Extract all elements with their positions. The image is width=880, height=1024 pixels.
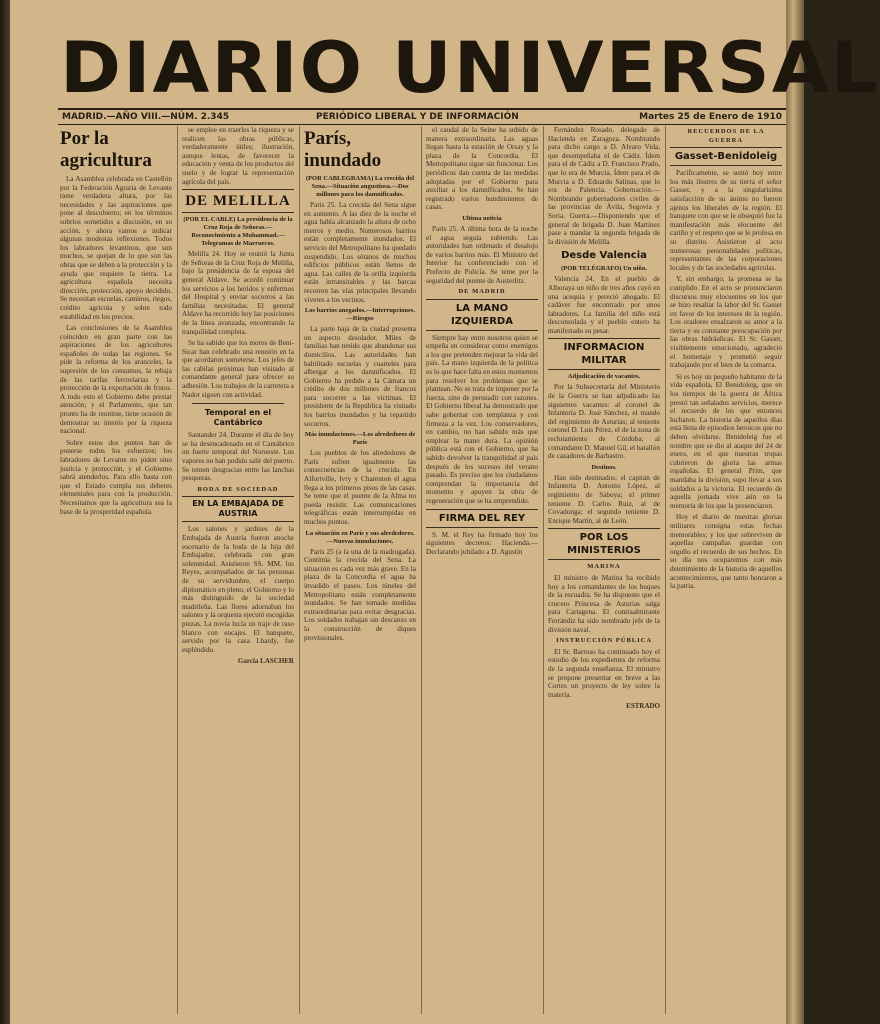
column-rule — [299, 126, 300, 1014]
article-kicker: INSTRUCCIÓN PÚBLICA — [555, 637, 653, 645]
section-austria-embassy: EN LA EMBAJADA DE AUSTRIA — [182, 496, 294, 522]
column-6 — [670, 126, 782, 1016]
article-signature: Garcia LASCHER — [237, 657, 294, 666]
column-4 — [426, 126, 538, 1016]
article-text: El Sr. Barroso ha continuado hoy el estudio de los expedientes de reforma de la segunda enseñanza. El ministro se propone presentar en breve a las Cortes un proyecto de ley sobre la materia. — [548, 647, 660, 699]
section-left-hand: LA MANO IZQUIERDA — [426, 299, 538, 331]
article-text: Siempre hay entre nosotros quien se empeña en considerar como enemigos a los que pretenden mejorar la vida del país. La mano izquierda de la política es lo que hace falta en estos momentos para resolver los problemas que se plantean. No se trata de imponer por la fuerza, sino de persuadir con razones. El Gobierno liberal ha demostrado que sabe gobernar con templanza y con firmeza a la vez. Los conservadores, en cambio, no han sabido más que emplear la mano dura. La opinión pública está con el Gobierno, que ha sabido devolver la tranquilidad al país después de los sucesos del verano pasado. Es preciso que los ciudadanos comprendan la importancia del momento y apoyen la obra de regeneración que se ha emprendido. — [426, 333, 538, 505]
column-3 — [304, 126, 416, 1016]
page-binding-edge — [786, 0, 804, 1024]
article-subheading: Destinos. — [591, 463, 617, 471]
article-text: el caudal de la Seine ha subido de manera extraordinaria. Las aguas llegan hasta la estación de Orsay y la plaza de la Concordia. El Metropolitano sigue sin funcionar. Los periódicos dan cuenta de las medidas adoptadas por el Gobierno para auxiliar a los damnificados. Se han registrado varios hundimientos de casas. — [426, 126, 538, 212]
article-text: Han sido destinados: el capitán de Infantería D. Antonio López, al regimiento de Saboya; el primer teniente D. Carlos Ruiz, al de Covadonga; el segundo teniente D. Enrique Martín, al de León. — [548, 473, 660, 525]
article-text: París 25 (a la una de la madrugada). Continúa la crecida del Sena. La situación es cada vez más grave. En la plaza de la Concordia el agua ha invadido el paseo. Los túneles del Metropolitano están completamente inundados. Se han tomado medidas extraordinarias para evitar desgracias. Los soldados trabajan sin descanso en la construcción de diques provisionales. — [304, 547, 416, 642]
page-left-edge — [0, 0, 10, 1024]
article-subheading: Más inundaciones.—Los alrededores de París — [304, 431, 416, 447]
article-kicker: MARINA — [587, 563, 621, 571]
article-subheading: (POR TELÉGRAFO) Un niño. — [561, 265, 647, 273]
article-text: Las conclusiones de la Asamblea coinciden en gran parte con las aspiraciones de los agricultores españoles de todas las regiones. Se pide la reforma de los aranceles, la supresión de los consumos, la rebaja de las tarifas ferroviarias y la protección de la exportación de frutos. A todo esto el Gobierno debe prestar atención; y el Parlamento, que tan pronto ha de reunirse, tiene ocasión de demostrar su interés por la riqueza nacional. — [60, 324, 172, 436]
section-storm: Temporal en el Cantábrico — [204, 408, 272, 428]
section-military-info: INFORMACION MILITAR — [548, 338, 660, 370]
article-text: S. M. el Rey ha firmado hoy los siguientes decretos: Hacienda.—Declarando jubilado a D. Agustín — [426, 530, 538, 556]
article-kicker: RECUERDOS DE LA GUERRA — [687, 128, 765, 144]
section-melilla: DE MELILLA — [182, 189, 294, 213]
article-text: Pacíficamente, se sentó hoy entre los más ilustres de su tierra el señor Gasset, y a la singularísima satisfacción de su ánimo no fueron ajenos los liberales de la región. El banquete con que se le obsequió fue la manifestación más elocuente del cariño y el respeto que se le profesa en su distrito. Asistieron al acto numerosas personalidades políticas, representantes de las corporaciones locales y de las sociedades agrícolas. — [670, 169, 782, 272]
article-text: Fernández Rosado, delegado de Hacienda en Zaragoza. Nombrando para dicho cargo a D. Alvaro Vida, que desempeñaba el de Cádiz. Ídem para el de Cádiz a D. Francisco Prado, que lo era de Murcia. Ídem para el de Murcia a D. Eduardo Salinas, que lo era de Palencia. Gobernación.—Nombrando gobernadores civiles de las provincias de Ávila, Segovia y Soria. Guerra.—Disponiendo que el general de brigada D. Juan Martínez pase a mandar la segunda brigada de la división de Melilla. — [548, 126, 660, 246]
article-signature: ESTRADO — [626, 702, 660, 711]
article-text: Sobre estos dos puntos han de ponerse todos los esfuerzos; los labradores de Levante no piden sino justicia y protección, y el Gobierno sabrá atenderlos. Para ello basta con que el Estado cumpla sus deberes elementales para con la producción. Necesitamos que la agricultura sea la base de la prosperidad española. — [60, 438, 172, 516]
article-text: Se ha sabido que los moros de Beni-Sicar han celebrado una reunión en la que acordaron someterse. Los jefes de las cabilas próximas han visitado al comandante general para ofrecer su adhesión. Los trabajos de la carretera a Nador siguen con actividad. — [182, 339, 294, 399]
masthead: DIARIO UNIVERSAL — [60, 27, 880, 109]
column-5 — [548, 126, 660, 1016]
article-text: París 25. A última hora de la noche el agua seguía subiendo. Las autoridades han ordenado el desalojo de varios barrios más. El Ministro del Interior ha conferenciado con el Prefecto de Policía. Se teme por la seguridad del puente de Austerlitz. — [426, 224, 538, 285]
column-2 — [182, 126, 294, 1016]
column-rule — [177, 126, 178, 1014]
article-text: Por la Subsecretaría del Ministerio de la Guerra se han adjudicado las siguientes vacantes: al coronel de Infantería D. José Sánchez, el mando del regimiento de Asturias; al teniente coronel D. Luis Pérez, el de la zona de reclutamiento de Córdoba; al comandante D. Manuel Gil, el batallón de cazadores de Barbastro. — [548, 383, 660, 461]
article-subheading: Los barrios anegados.—Interrupciones.—Riesgos — [304, 307, 416, 323]
headline-paris-flood: París, inundado — [304, 128, 382, 171]
section-valencia: Desde Valencia — [561, 250, 647, 262]
article-text: París 25. La crecida del Sena sigue en aumento. A las diez de la noche el agua había alcanzado la altura de ocho metros y medio. Numerosos barrios están completamente inundados. El servicio del Metropolitano ha quedado suspendido. Los sótanos de muchos edificios públicos están llenos de agua. Las calles de la orilla izquierda están intransitables y las barcas recorren las vías principales llevando víveres a los vecinos. — [304, 201, 416, 304]
article-subheading: La situación en París y sus alrededores.—Nuevas inundaciones. — [305, 529, 415, 545]
article-subheading: (POR EL CABLE) La presidencia de la Cruz Roja de Señoras.—Reconocimiento a Muhammad.—Telegramas de Marruecos. — [183, 216, 293, 248]
article-text: Valencia 24. En el pueblo de Alboraya un niño de tres años cayó en una acequia y pereció ahogado. El cadáver fue encontrado por unos labradores. La familia del niño está desconsolada y el pueblo entero ha manifestado su pesar. — [548, 275, 660, 335]
headline-agriculture: Por la agricultura — [60, 128, 152, 171]
article-text: La Asamblea celebrada en Castellón por la Federación Agraria de Levante tiene verdadera altura, por las necesidades y las aspiraciones que pone al descubierto; en los términos sobrios sometidos a discusión, en su acción, y ahora vamos a indicar algunas modestas reflexiones. Todos los labradores levantinos, que son muchos, se quejan de lo que son las obras que se deben a la protección y la ayuda que requiere la tierra. La agricultura española necesita dirección, protección, apoyo decidido. Se necesitan escuelas, caminos, riegos, crédito agrícola y sobre todo estabilidad en los precios. — [60, 175, 172, 321]
article-text: se emplee en traerles la riqueza y se realicen las obras públicas, verdaderamente útiles; ilustración, aunque lentas, de favorecer la educación y venta de los productos del suelo y de lograr la representación agrícola del país. — [182, 126, 294, 186]
newspaper-tagline: PERIÓDICO LIBERAL Y DE INFORMACIÓN — [316, 112, 519, 122]
article-text: La parte baja de la ciudad presenta un aspecto desolador. Miles de familias han tenido que abandonar sus domicilios. Las autoridades han habilitado escuelas y cuarteles para albergar a los damnificados. El Gobierno ha pedido a la Cámara un crédito de dos millones de francos para socorrer a las víctimas. El presidente de la República ha visitado los barrios inundados y ha repartido socorros. — [304, 325, 416, 428]
article-text: Y, sin embargo, la promesa se ha cumplido. En el acto se pronunciaron discursos muy elocuentes en los que se hizo resaltar la labor del Sr. Gasset en favor de los intereses de la región. Los oradores ensalzaron su amor a la tierra y su constante preocupación por las obras hidráulicas. El Sr. Gasset, visiblemente emocionado, agradeció el homenaje y prometió seguir trabajando por el bien de la comarca. — [670, 275, 782, 370]
issue-number: MADRID.—AÑO VIII.—NÚM. 2.345 — [62, 112, 230, 122]
column-rule — [665, 126, 666, 1014]
article-text: Hoy el diario de nuestras glorias militares consigna estas fechas memorables; y los que sobreviven de aquellas campañas guardan con orgullo el recuerdo de sus hechos. En su día nos ocuparemos con más detenimiento de la historia de aquellos acontecimientos, que tanto honraron a la patria. — [670, 513, 782, 591]
article-text: Los pueblos de los alrededores de París sufren igualmente las consecuencias de la crecida. En Alfortville, Ivry y Charenton el agua llega a los primeros pisos de las casas. Se teme que el puente de la Alma no pueda resistir. Las comunicaciones telegráficas están interrumpidas en muchos puntos. — [304, 449, 416, 526]
column-rule — [421, 126, 422, 1014]
section-ministries: POR LOS MINISTERIOS — [548, 528, 660, 560]
divider — [192, 403, 284, 404]
issue-date: Martes 25 de Enero de 1910 — [639, 112, 782, 122]
section-king-signature: FIRMA DEL REY — [426, 509, 538, 528]
dateline-bar — [58, 108, 786, 125]
article-kicker: BODA DE SOCIEDAD — [197, 485, 279, 493]
article-subheading: Ultima noticia — [462, 214, 502, 222]
article-text: Santander 24. Durante el día de hoy se ha desencadenado en el Cantábrico un fuerte temporal del Noroeste. Los vapores no han podido salir del puerto. Se temen desgracias entre las lanchas pesqueras. — [182, 431, 294, 483]
article-subheading: Adjudicación de vacantes. — [567, 373, 641, 381]
article-kicker: DE MADRID — [458, 288, 506, 296]
newspaper-page — [10, 0, 880, 1024]
article-text: El ministro de Marina ha recibido hoy a los comandantes de los buques de la escuadra. Se ha dispuesto que el crucero Princesa de Asturias salga para Cartagena. El contraalmirante Ferrándiz ha sido nombrado jefe de la división naval. — [548, 573, 660, 634]
article-subheading: (POR CABLEGRAMA) La crecida del Sena.—Situación angustiosa.—Dos millones para los damnificados. — [305, 175, 415, 198]
column-1 — [60, 126, 172, 1016]
article-text: Los salones y jardines de la Embajada de Austria fueron anoche escenario de la boda de la hija del Embajador, celebrada con gran solemnidad. Asistieron SS. MM. los Reyes, acompañados de las personas de su servidumbre, el cuerpo diplomático en pleno, el Gobierno y lo más distinguido de la sociedad madrileña. Las flores adornaban los salones y la orquesta ejecutó escogidas piezas. La novia lucía un traje de raso blanco con encajes. El banquete, servido por la casa Lhardy, fue espléndido. — [182, 525, 294, 654]
article-text: Melilla 24. Hoy se reunió la Junta de Señoras de la Cruz Roja de Melilla, bajo la presidencia de la esposa del general Aldave. Se acordó continuar los servicios a los heridos y enfermos del Hospital y enviar socorros a las familias necesitadas. El general Aldave ha recorrido hoy las posiciones de la línea avanzada, encontrando la tranquilidad completa. — [182, 250, 294, 336]
column-rule — [543, 126, 544, 1014]
article-text: Si es hoy un pequeño habitante de la vida española, El Benidoleig, que en los tiempos de la guerra de África prestó tan señalados servicios, merece el recuerdo de los que entonces lucharon. La historia de aquellos días está llena de episodios heroicos que no deben olvidarse. Benidoleig fue el nombre que se dio al ataque del 24 de enero, en el que nuestras tropas cubrieron de gloria las armas españolas. El general Prim, que mandaba la división, supo llevar a sus soldados a la victoria. El recuerdo de aquella jornada vive aún en la memoria de los que la presenciaron. — [670, 372, 782, 510]
headline-gasset: Gasset-Benidoleig — [670, 147, 782, 166]
